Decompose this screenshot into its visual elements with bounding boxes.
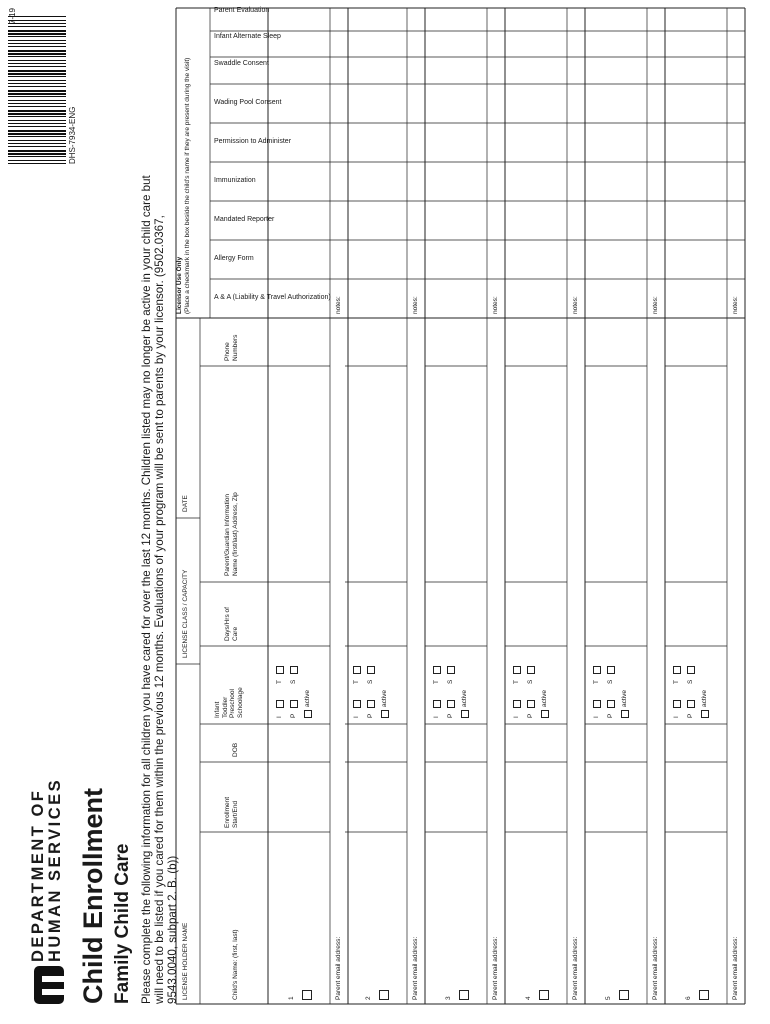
- col-dob: DOB: [232, 742, 239, 757]
- age-code-schoolage: S: [687, 679, 694, 684]
- child-present-checkbox[interactable]: [459, 990, 469, 1000]
- age-code-toddler: T: [276, 680, 283, 684]
- active-label: active: [381, 690, 388, 707]
- age-schoolage-checkbox[interactable]: [687, 666, 695, 674]
- licensor-col-8: Infant Alternate Sleep: [214, 33, 281, 40]
- row-number: 5: [605, 996, 612, 1000]
- col-phone-l1: Phone: [224, 342, 231, 361]
- col-phone: [224, 335, 239, 361]
- notes-label: notes:: [652, 296, 659, 314]
- revision-date: 7-19: [8, 7, 17, 24]
- age-toddler-checkbox[interactable]: [593, 666, 601, 674]
- age-code-infant: I: [353, 716, 360, 718]
- parent-email-label: Parent email address:: [572, 936, 579, 1000]
- age-code-schoolage: S: [527, 679, 534, 684]
- age-infant-checkbox[interactable]: [433, 700, 441, 708]
- instructions-text: Please complete the following information for all children you have cared for over the last 12 months. Children listed may no longer be active in your child care but will need to be listed if you cared for them within the previous 12 months. Evaluations of your program will be sent to parents by your licensor. (9502.0367, 9543.0040, subpart 2. B. (b)): [140, 175, 179, 1004]
- age-toddler-checkbox[interactable]: [353, 666, 361, 674]
- row-number: 3: [445, 996, 452, 1000]
- col-enrollment-l2: Start/End: [231, 800, 239, 828]
- active-checkbox[interactable]: [541, 710, 549, 718]
- form-title: Child Enrollment: [78, 788, 108, 1004]
- dept-line-1: DEPARTMENT OF: [29, 788, 47, 962]
- active-label: active: [701, 690, 708, 707]
- col-age-l1: Infant: [214, 701, 221, 718]
- active-checkbox[interactable]: [621, 710, 629, 718]
- age-preschool-checkbox[interactable]: [367, 700, 375, 708]
- age-preschool-checkbox[interactable]: [607, 700, 615, 708]
- age-schoolage-checkbox[interactable]: [290, 666, 298, 674]
- licensor-col-2: Allergy Form: [214, 255, 254, 262]
- licensor-note: (Place a checkmark in the box beside the child's name if they are present during the visit): [183, 57, 191, 314]
- col-age-l3: Preschool: [229, 689, 236, 718]
- age-code-preschool: P: [687, 713, 694, 718]
- age-code-preschool: P: [607, 713, 614, 718]
- col-phone-l2: Numbers: [231, 334, 239, 361]
- active-checkbox[interactable]: [381, 710, 389, 718]
- licensor-col-1: A & A (Liability & Travel Authorization): [214, 294, 331, 301]
- age-code-preschool: P: [447, 713, 454, 718]
- age-toddler-checkbox[interactable]: [433, 666, 441, 674]
- notes-label: notes:: [492, 296, 499, 314]
- age-code-toddler: T: [513, 680, 520, 684]
- age-code-toddler: T: [353, 680, 360, 684]
- age-schoolage-checkbox[interactable]: [447, 666, 455, 674]
- age-code-toddler: T: [593, 680, 600, 684]
- age-infant-checkbox[interactable]: [673, 700, 681, 708]
- age-code-schoolage: S: [607, 679, 614, 684]
- age-code-infant: I: [433, 716, 440, 718]
- date-label: DATE: [182, 495, 189, 512]
- age-code-schoolage: S: [447, 679, 454, 684]
- form-subtitle: Family Child Care: [112, 843, 133, 1004]
- row-number: 6: [685, 996, 692, 1000]
- row-number: 4: [525, 996, 532, 1000]
- active-label: active: [621, 690, 628, 707]
- notes-label: notes:: [335, 296, 342, 314]
- active-checkbox[interactable]: [461, 710, 469, 718]
- col-age-l4: Schoolage: [236, 687, 244, 718]
- active-label: active: [304, 690, 311, 707]
- parent-email-label: Parent email address:: [732, 936, 739, 1000]
- age-schoolage-checkbox[interactable]: [607, 666, 615, 674]
- col-age-l2: Toddler: [221, 696, 229, 718]
- age-toddler-checkbox[interactable]: [673, 666, 681, 674]
- row-number: 1: [288, 996, 295, 1000]
- row-number: 2: [365, 996, 372, 1000]
- age-infant-checkbox[interactable]: [276, 700, 284, 708]
- age-preschool-checkbox[interactable]: [527, 700, 535, 708]
- col-days-l2: Care: [231, 626, 239, 641]
- child-present-checkbox[interactable]: [699, 990, 709, 1000]
- parent-email-label: Parent email address:: [492, 936, 499, 1000]
- notes-label: notes:: [732, 296, 739, 314]
- age-toddler-checkbox[interactable]: [513, 666, 521, 674]
- parent-email-label: Parent email address:: [335, 936, 342, 1000]
- age-preschool-checkbox[interactable]: [447, 700, 455, 708]
- age-code-toddler: T: [433, 680, 440, 684]
- col-parent-l2: Name (first/last) Address, Zip: [231, 492, 239, 576]
- age-code-infant: I: [673, 716, 680, 718]
- license-holder-label: LICENSE HOLDER NAME: [182, 922, 189, 1000]
- age-code-schoolage: S: [367, 679, 374, 684]
- age-code-toddler: T: [673, 680, 680, 684]
- col-enrollment-l1: Enrollment: [224, 796, 231, 828]
- age-code-preschool: P: [367, 713, 374, 718]
- licensor-col-7: Swaddle Consent: [214, 60, 269, 67]
- licensor-col-9: Parent Evaluation: [214, 7, 270, 14]
- parent-email-label: Parent email address:: [412, 936, 419, 1000]
- col-child-name: Child's Name: (first, last): [232, 929, 239, 1000]
- age-toddler-checkbox[interactable]: [276, 666, 284, 674]
- age-code-infant: I: [513, 716, 520, 718]
- licensor-col-5: Permission to Administer: [214, 138, 292, 145]
- active-checkbox[interactable]: [701, 710, 709, 718]
- licensor-title: Licensor Use Only: [176, 256, 183, 314]
- licensor-col-4: Immunization: [214, 177, 256, 184]
- col-days-l1: Days/Hrs of: [224, 607, 231, 641]
- age-preschool-checkbox[interactable]: [290, 700, 298, 708]
- dept-line-2: HUMAN SERVICES: [46, 777, 64, 962]
- age-schoolage-checkbox[interactable]: [527, 666, 535, 674]
- age-code-infant: I: [593, 716, 600, 718]
- license-class-label: LICENSE CLASS / CAPACITY: [182, 569, 189, 658]
- age-code-schoolage: S: [290, 679, 297, 684]
- form-code: DHS-7934-ENG: [68, 106, 77, 164]
- notes-label: notes:: [572, 296, 579, 314]
- age-infant-checkbox[interactable]: [593, 700, 601, 708]
- age-code-preschool: P: [527, 713, 534, 718]
- col-age-group: [214, 687, 244, 718]
- age-preschool-checkbox[interactable]: [687, 700, 695, 708]
- age-schoolage-checkbox[interactable]: [367, 666, 375, 674]
- parent-email-label: Parent email address:: [652, 936, 659, 1000]
- age-infant-checkbox[interactable]: [513, 700, 521, 708]
- active-label: active: [541, 690, 548, 707]
- notes-label: notes:: [412, 296, 419, 314]
- col-parent-info: [224, 492, 239, 576]
- licensor-col-3: Mandated Reporter: [214, 216, 275, 223]
- active-checkbox[interactable]: [304, 710, 312, 718]
- child-present-checkbox[interactable]: [302, 990, 312, 1000]
- licensor-header: [176, 9, 191, 314]
- child-present-checkbox[interactable]: [619, 990, 629, 1000]
- child-present-checkbox[interactable]: [539, 990, 549, 1000]
- col-enrollment: [224, 797, 239, 828]
- age-code-infant: I: [276, 716, 283, 718]
- age-infant-checkbox[interactable]: [353, 700, 361, 708]
- licensor-col-6: Wading Pool Consent: [214, 99, 282, 106]
- child-present-checkbox[interactable]: [379, 990, 389, 1000]
- col-days-hours: [224, 607, 239, 641]
- active-label: active: [461, 690, 468, 707]
- col-parent-l1: Parent/Guardian Information: [224, 493, 231, 576]
- age-code-preschool: P: [290, 713, 297, 718]
